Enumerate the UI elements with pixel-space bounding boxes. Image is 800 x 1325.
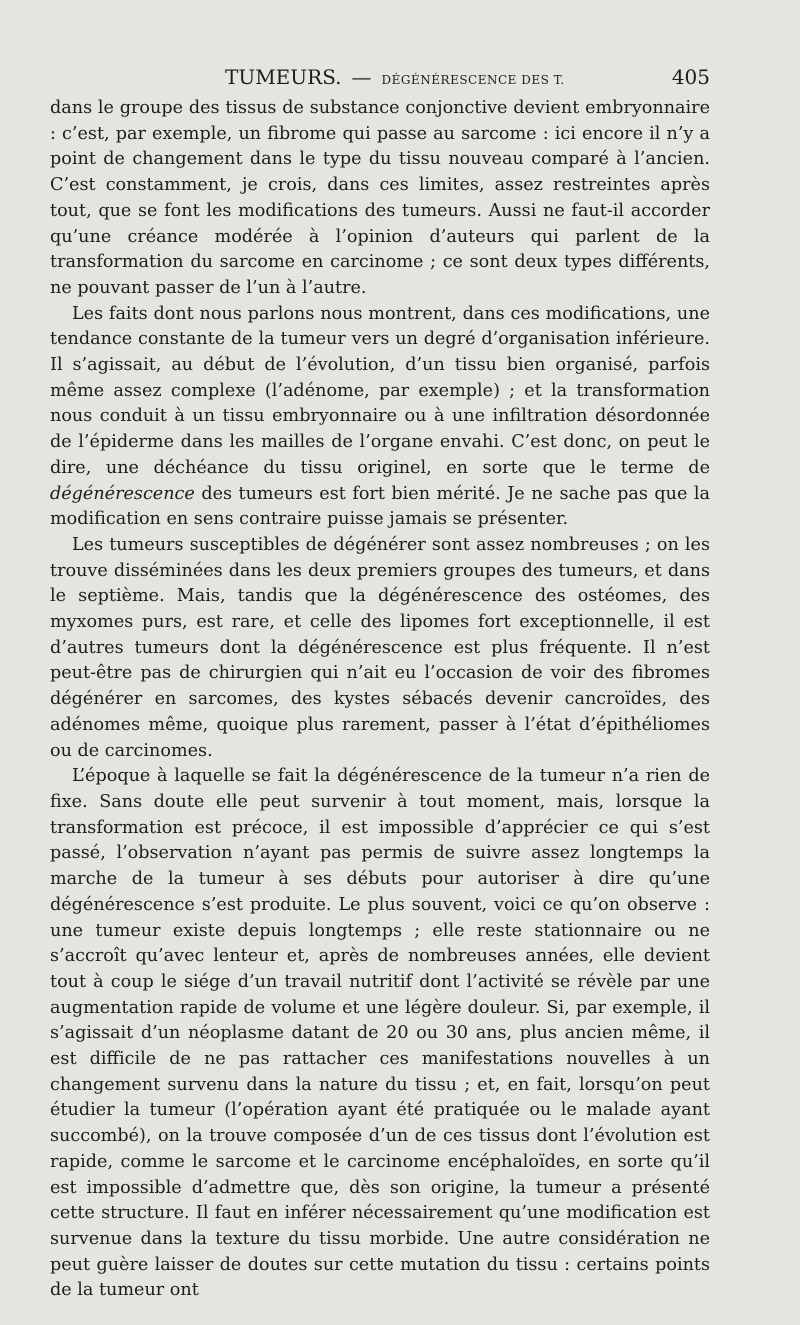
paragraph [50,302,710,533]
paragraph: L’époque à laquelle se fait la dégénérescence de la tumeur n’a rien de fixe. Sans doute elle peut survenir à tout moment, mais, lorsque la transformation est précoce, il est impossible d’apprécier ce qui s’est passé, l’observation n’ayant pas permis de suivre assez longtemps la marche de la tumeur à ses débuts pour autoriser à dire qu’une dégénérescence s’est produite. Le plus souvent, voici ce qu’on observe : une tumeur existe depuis longtemps ; elle reste stationnaire ou ne s’accroît qu’avec lenteur et, après de nombreuses années, elle devient tout à coup le siége d’un travail nutritif dont l’activité se révèle par une augmentation rapide de volume et une légère douleur. Si, par exemple, il s’agissait d’un néoplasme datant de 20 ou 30 ans, plus ancien même, il est difficile de ne pas rattacher ces manifestations nouvelles à un changement survenu dans la nature du tissu ; et, en fait, lorsqu’on peut étudier la tumeur (l’opération ayant été pratiquée ou le malade ayant succombé), on la trouve composée d’un de ces tissus dont l’évolution est rapide, comme le sarcome et le carcinome encéphaloïdes, en sorte qu’il est impossible d’admettre que, dès son origine, la tumeur a présenté cette structure. Il faut en inférer nécessairement qu’une modification est survenue dans la texture du tissu morbide. Une autre considération ne peut guère laisser de doutes sur cette mutation du tissu : certains points de la tumeur ont [50,766,710,1301]
emphasized-term: dégénérescence [50,483,195,504]
paragraph-text: Les faits dont nous parlons nous montrent, dans ces modifications, une tendance constante de la tumeur vers un degré d’organisation inférieure. Il s’agissait, au début de l’évolution, d’un tissu bien organisé, parfois même assez complexe (l’adénome, par exemple) ; et la transformation nous conduit à un tissu embryonnaire ou à une infiltration désordonnée de l’épiderme dans les mailles de l’organe envahi. C’est donc, on peut le dire, une déchéance du tissu originel, en sorte que le terme de [50,303,710,478]
running-head-title: TUMEURS. [225,65,342,89]
page-number: 405 [671,65,710,89]
paragraph-text: des tumeurs est fort bien mérité. Je ne sache pas que la modification en sens contraire puisse jamais se présenter. [50,483,711,530]
paragraph: Les tumeurs susceptibles de dégénérer sont assez nombreuses ; on les trouve disséminées dans les deux premiers groupes des tumeurs, et dans le septième. Mais, tandis que la dégénérescence des ostéomes, des myxomes purs, est rare, et celle des lipomes fort exceptionnelle, il est d’autres tumeurs dont la dégénérescence est plus fréquente. Il n’est peut-être pas de chirurgien qui n’ait eu l’occasion de voir des fibromes dégénérer en sarcomes, des kystes sébacés devenir cancroïdes, des adénomes même, quoique plus rarement, passer à l’état d’épithéliomes ou de carcinomes. [50,534,710,761]
paragraph-continued: dans le groupe des tissus de substance conjonctive devient embryonnaire : c’est, par exemple, un fibrome qui passe au sarcome : ici encore il n’y a point de changement dans le type du tissu nouveau comparé à l’ancien. C’est constamment, je crois, dans ces limites, assez restreintes après tout, que se font les modifications des tumeurs. Aussi ne faut-il accorder qu’une créance modérée à l’opinion d’auteurs qui parlent de la transformation du sarcome en carcinome ; ce sont deux types différents, ne pouvant passer de l’un à l’autre. [50,98,710,298]
running-head-dash: — [351,65,372,89]
running-head [225,60,565,97]
running-head-subtitle: DÉGÉNÉRESCENCE DES T. [381,73,565,87]
body-text [50,96,710,1304]
page-header [50,60,710,94]
